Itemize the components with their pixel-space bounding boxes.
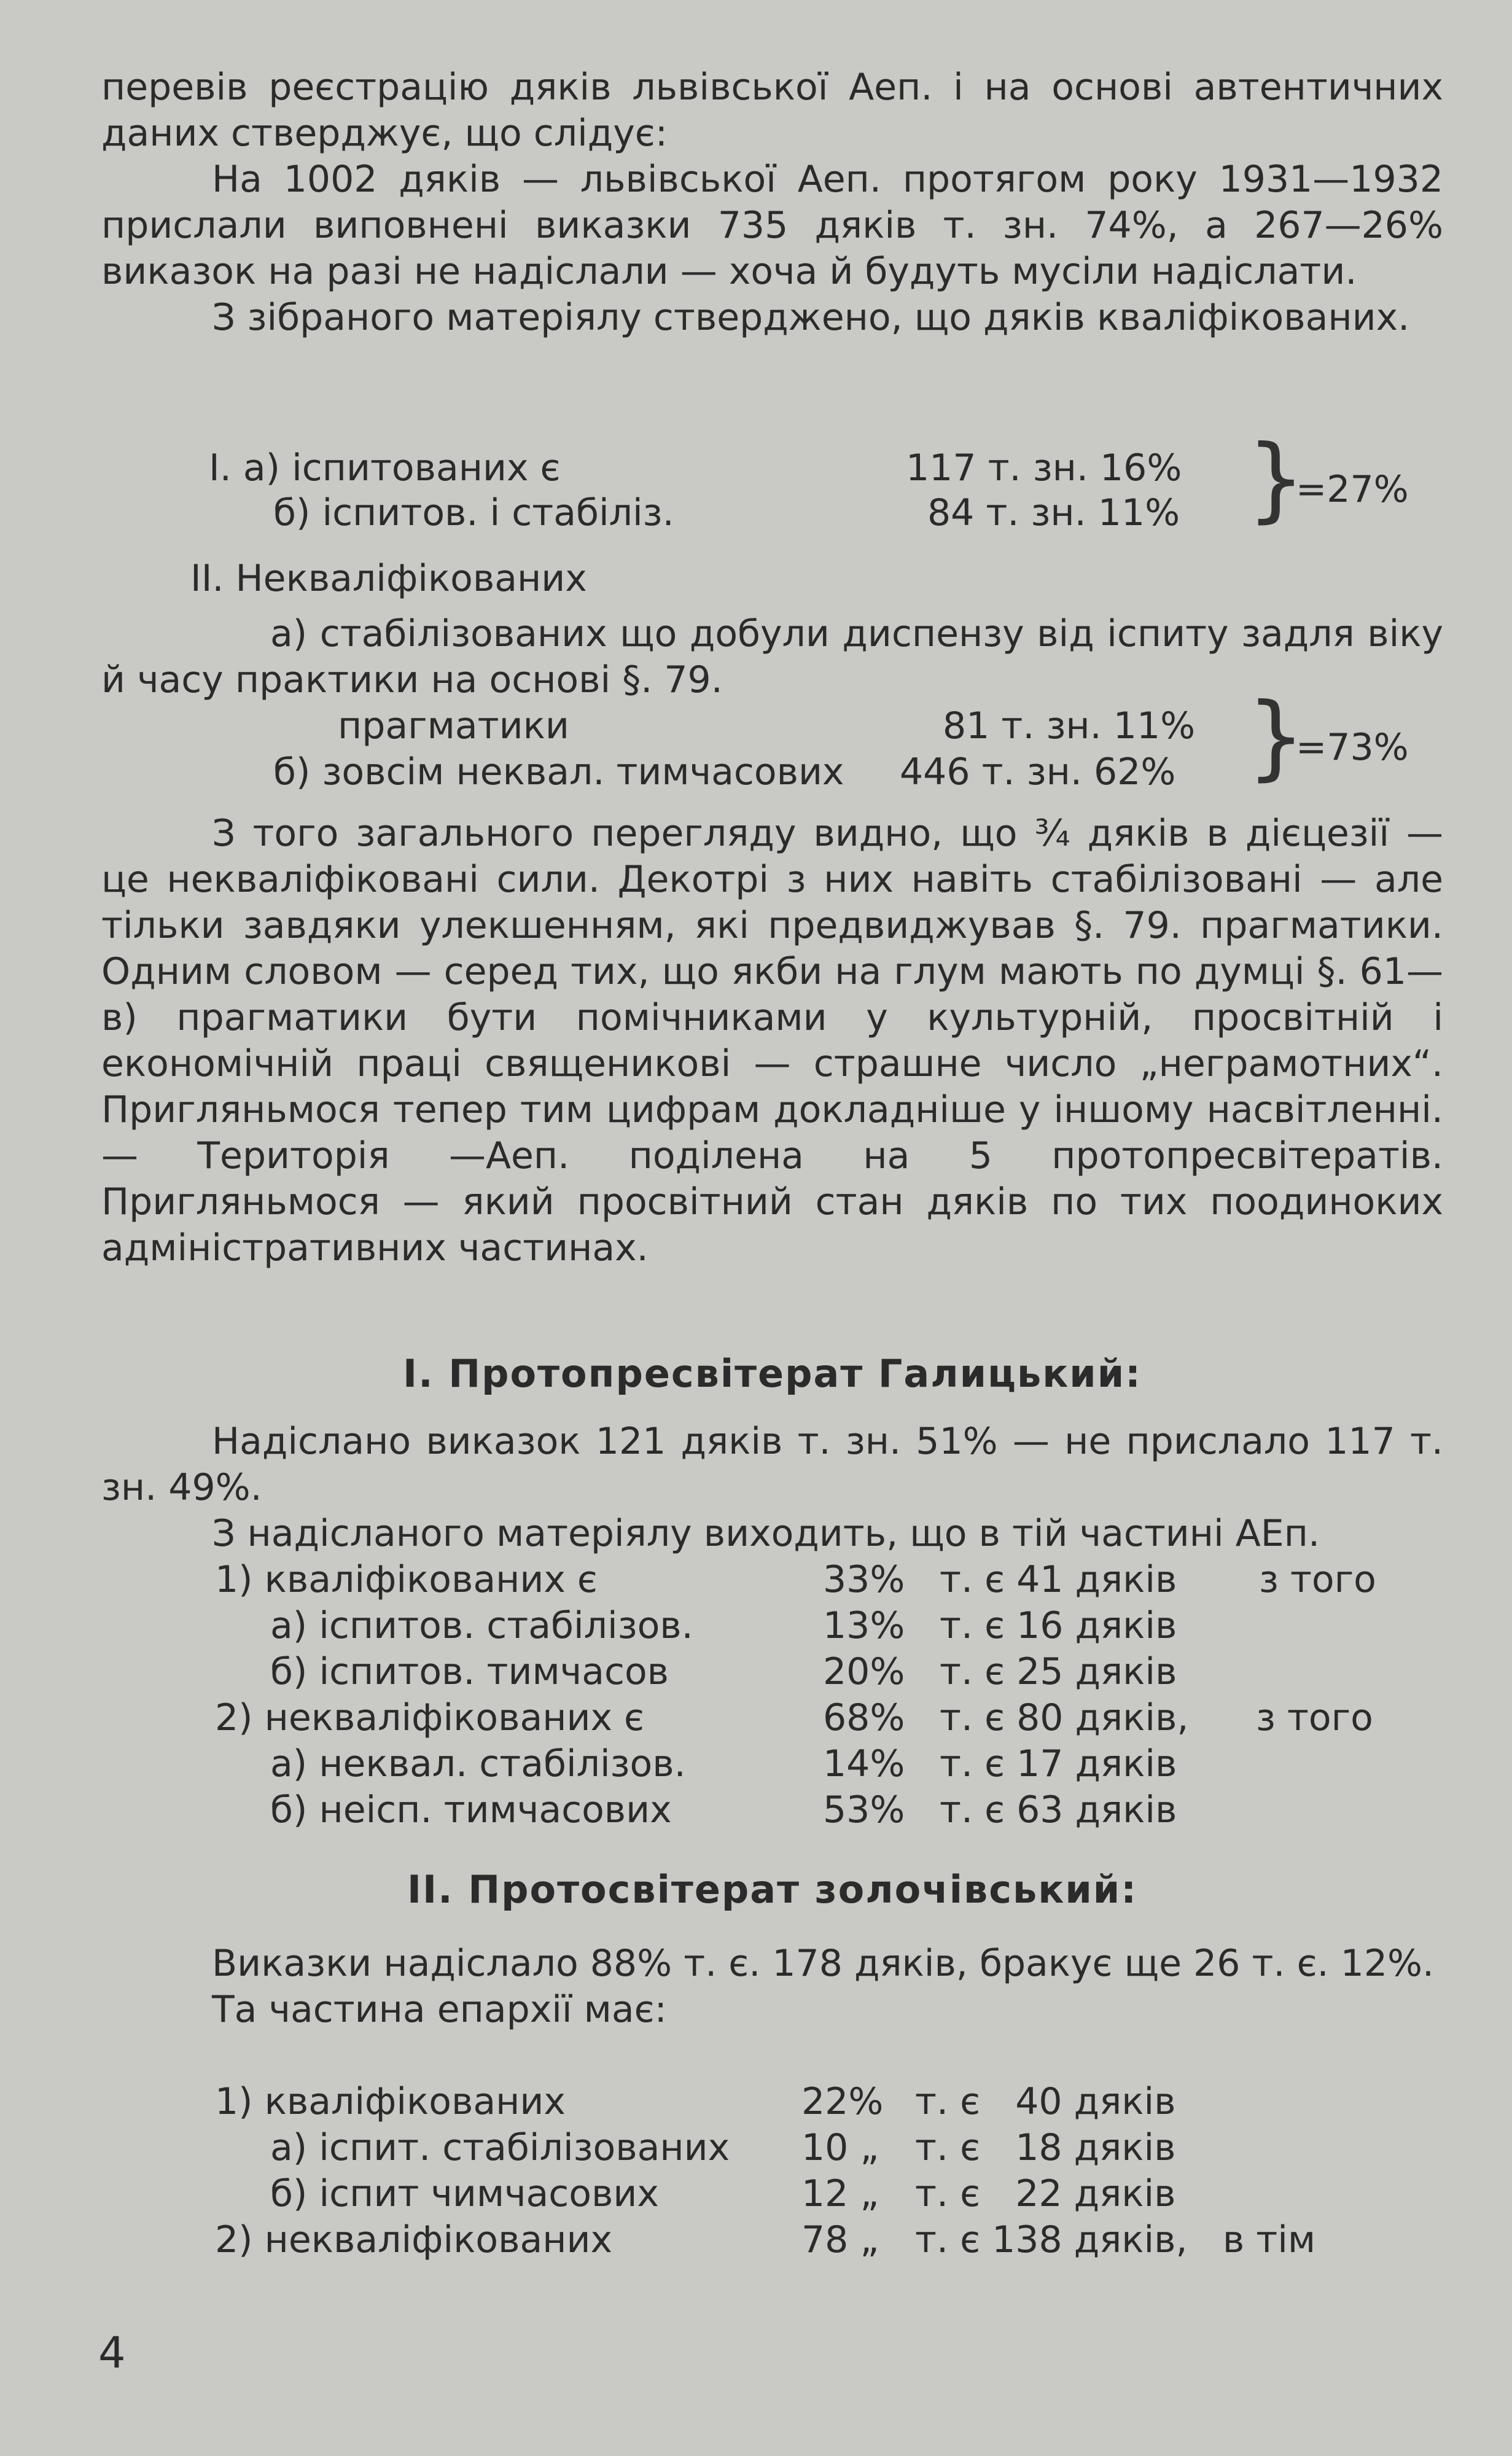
table-row-label: а) іспит. стабілізованих (270, 2126, 730, 2169)
section-2-intro (101, 1941, 1443, 2033)
table-row-count: т. є 16 дяків (940, 1604, 1177, 1647)
intro-paragraph-1: перевів реєстрацію дяків львівської Аеп. і на основі автентичних даних стверджує, що слідує: (101, 66, 1443, 155)
table-row-pct: 22% (801, 2080, 884, 2123)
section-2-title: ІІ. Протосвітерат золочівський: (407, 1867, 1138, 1912)
table-row-label: а) іспитов. стабілізов. (270, 1604, 693, 1647)
table-row-pct: 10 „ (801, 2126, 879, 2169)
table-row-extra: з того (1259, 1558, 1376, 1601)
section-1-intro (101, 1419, 1443, 1557)
table-row-label: 2) некваліфікованих (215, 2218, 612, 2261)
table-row-count: т. є 41 дяків (940, 1558, 1177, 1601)
table-row-count: т. є 40 дяків (915, 2080, 1176, 2123)
summary-ii-a-block (101, 611, 1443, 703)
summary-ii-b-label: б) зовсім неквал. тимчасових (273, 750, 844, 793)
table-row-count: т. є 22 дяків (915, 2172, 1176, 2215)
summary-i-b-value: 84 т. зн. 11% (927, 491, 1180, 534)
table-row-extra: з того (1256, 1696, 1373, 1739)
table-row-pct: 33% (823, 1558, 905, 1601)
table-row-label: б) неісп. тимчасових (270, 1788, 672, 1831)
summary-i-a-label: І. а) іспитованих є (209, 446, 561, 489)
section-1-title: І. Протопресвітерат Галицький: (403, 1351, 1142, 1396)
table-row-label: б) іспитов. тимчасов (270, 1650, 669, 1693)
table-row-count: т. є 80 дяків, (940, 1696, 1189, 1739)
summary-ii-b-value: 446 т. зн. 62% (900, 750, 1176, 793)
summary-i-a-value: 117 т. зн. 16% (906, 446, 1182, 489)
table-row-pct: 12 „ (801, 2172, 879, 2215)
intro-block (101, 64, 1443, 341)
table-row-label: 2) некваліфікованих є (215, 1696, 644, 1739)
summary-i-total: =27% (1296, 468, 1409, 511)
table-row-count: т. є 63 дяків (940, 1788, 1177, 1831)
table-row-pct: 78 „ (801, 2218, 879, 2261)
section-2-paragraph-1: Виказки надіслало 88% т. є. 178 дяків, бракує ще 26 т. є. 12%. (212, 1942, 1435, 1985)
table-row-label: а) неквал. стабілізов. (270, 1742, 686, 1785)
table-row-pct: 53% (823, 1788, 905, 1831)
section-1-paragraph-1: Надіслано виказок 121 дяків т. зн. 51% — не прислало 117 т. зн. 49%. (101, 1420, 1443, 1509)
table-row-pct: 20% (823, 1650, 905, 1693)
table-row-count: т. є 138 дяків, в тім (915, 2218, 1316, 2261)
analysis-paragraph: З того загального перегляду видно, що ¾ дяків в дієцезії — це некваліфіковані сили. Декотрі з них навіть стабілізовані — але тільки завдяки улекшенням, які предвиджував §. 79. прагматики. Одним словом — серед тих, що якби на глум мають по думці §. 61—в) прагматики бути помічниками у культурній, просвітній і економічній праці священикові — страшне число „неграмотних“. Пригляньмося тепер тим цифрам докладніше у іншому насвітленні.— Територія —Аеп. поділена на 5 протопресвітератів. Пригляньмося — який просвітний стан дяків по тих поодиноких адміністративних частинах. (101, 812, 1443, 1269)
summary-i-brace: } (1247, 426, 1306, 532)
intro-paragraph-3: З зібраного матеріялу стверджено, що дяків кваліфікованих. (212, 296, 1410, 339)
summary-ii-total: =73% (1296, 726, 1409, 769)
table-row-label: 1) кваліфікованих є (215, 1558, 598, 1601)
table-row-count: т. є 17 дяків (940, 1742, 1177, 1785)
table-row-count: т. є 18 дяків (915, 2126, 1176, 2169)
table-row-pct: 68% (823, 1696, 905, 1739)
analysis-block (101, 811, 1443, 1271)
table-row-label: б) іспит чимчасових (270, 2172, 659, 2215)
table-row-pct: 13% (823, 1604, 905, 1647)
summary-ii-brace: } (1247, 684, 1306, 790)
summary-ii-title: ІІ. Некваліфікованих (190, 557, 587, 600)
summary-i-b-label: б) іспитов. і стабіліз. (273, 491, 674, 534)
page-number: 4 (98, 2328, 126, 2378)
section-2-paragraph-2: Та частина епархії має: (212, 1988, 667, 2031)
intro-paragraph-2: На 1002 дяків — львівської Аеп. протягом року 1931—1932 прислали виповнені виказки 735 дяків т. зн. 74%, а 267—26% виказок на разі не надіслали — хоча й будуть мусіли надіслати. (101, 158, 1443, 293)
summary-ii-a-value: 81 т. зн. 11% (943, 704, 1196, 747)
table-row-label: 1) кваліфікованих (215, 2080, 566, 2123)
summary-ii-a-label: прагматики (338, 704, 569, 747)
table-row-count: т. є 25 дяків (940, 1650, 1177, 1693)
section-1-paragraph-2: З надісланого матеріялу виходить, що в тій частині АЕп. (212, 1512, 1320, 1555)
table-row-pct: 14% (823, 1742, 905, 1785)
summary-ii-a-text: а) стабілізованих що добули диспензу від іспиту задля віку й часу практики на основі §. 79. (101, 612, 1443, 701)
